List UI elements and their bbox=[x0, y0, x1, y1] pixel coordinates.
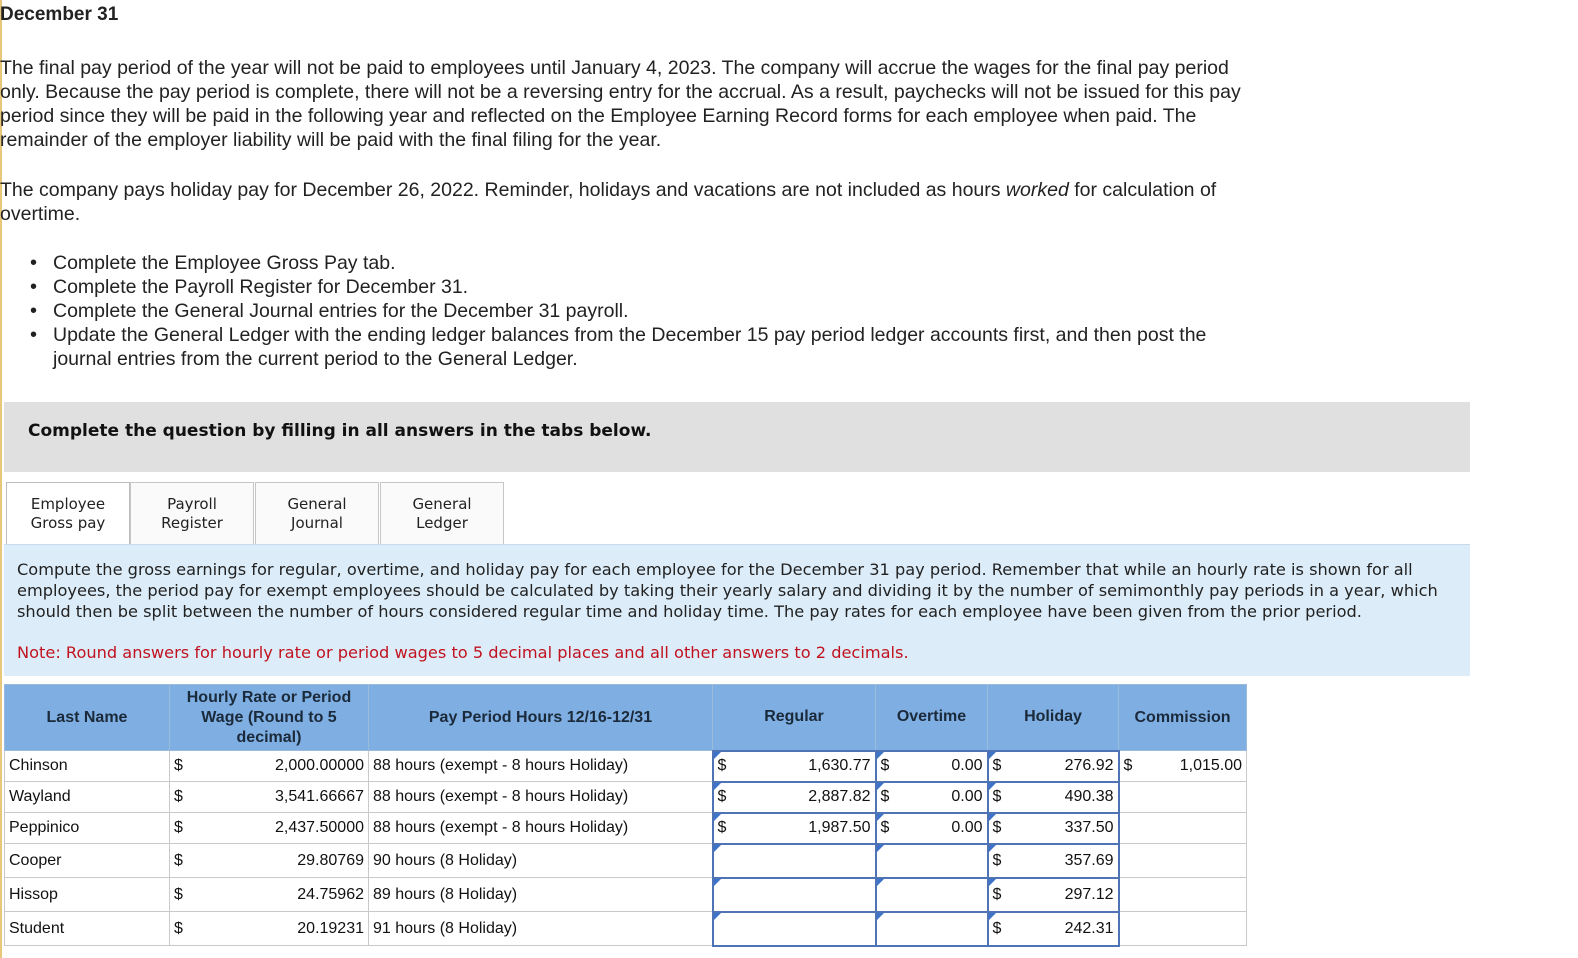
overtime-pay-input[interactable] bbox=[876, 912, 988, 946]
currency-symbol: $ bbox=[717, 819, 727, 836]
overtime-value: 0.00 bbox=[951, 757, 983, 774]
currency-symbol: $ bbox=[174, 788, 183, 805]
commission-cell bbox=[1119, 912, 1247, 946]
employee-last-name: Hissop bbox=[5, 878, 170, 912]
rate-value: 20.19231 bbox=[297, 919, 364, 937]
tab-label-line: Register bbox=[161, 514, 223, 532]
regular-pay-input[interactable] bbox=[713, 912, 876, 946]
employee-last-name: Student bbox=[5, 912, 170, 946]
header-hours: Pay Period Hours 12/16-12/31 bbox=[369, 685, 713, 751]
rate-value: 29.80769 bbox=[297, 851, 364, 869]
intro-paragraph-2 bbox=[0, 178, 1270, 226]
header-rate: Hourly Rate or Period Wage (Round to 5 decimal) bbox=[170, 685, 369, 751]
instruction-box bbox=[4, 402, 1470, 472]
task-item: • Complete the Employee Gross Pay tab. bbox=[28, 251, 1248, 275]
currency-symbol: $ bbox=[174, 851, 183, 869]
commission-cell bbox=[1119, 751, 1247, 782]
currency-symbol: $ bbox=[880, 757, 890, 774]
overtime-pay-input[interactable] bbox=[876, 813, 988, 844]
regular-value: 2,887.82 bbox=[808, 788, 871, 805]
tab-general-ledger[interactable] bbox=[380, 482, 504, 544]
currency-symbol: $ bbox=[992, 819, 1002, 836]
regular-pay-input[interactable] bbox=[713, 751, 876, 782]
tab-label-line: General bbox=[287, 495, 347, 513]
currency-symbol: $ bbox=[992, 757, 1002, 774]
currency-symbol: $ bbox=[992, 919, 1002, 937]
task-item: • Update the General Ledger with the ending ledger balances from the December 15 pay period ledger accounts first, and then post the journal entries from the current period to the General Ledger. bbox=[28, 323, 1248, 371]
tab-label-line: Employee bbox=[30, 495, 106, 513]
regular-pay-input[interactable] bbox=[713, 844, 876, 878]
rate-value: 3,541.66667 bbox=[275, 788, 364, 805]
commission-cell bbox=[1119, 844, 1247, 878]
tab-label-line: Journal bbox=[291, 514, 343, 532]
table-row bbox=[5, 912, 1247, 946]
overtime-pay-input[interactable] bbox=[876, 751, 988, 782]
rate-value: 2,437.50000 bbox=[275, 819, 364, 836]
holiday-pay-input[interactable] bbox=[988, 912, 1119, 946]
overtime-pay-input[interactable] bbox=[876, 782, 988, 813]
intro-paragraph-2-emphasis: worked bbox=[1005, 179, 1069, 201]
currency-symbol: $ bbox=[174, 819, 183, 836]
pay-period-hours: 88 hours (exempt - 8 hours Holiday) bbox=[369, 751, 713, 782]
currency-symbol: $ bbox=[992, 885, 1002, 903]
header-overtime: Overtime bbox=[876, 685, 988, 751]
section-heading: December 31 bbox=[0, 4, 119, 25]
header-last-name: Last Name bbox=[5, 685, 170, 751]
currency-symbol: $ bbox=[1123, 757, 1133, 774]
table-body bbox=[5, 751, 1247, 946]
holiday-value: 276.92 bbox=[1064, 757, 1114, 774]
tab-general-journal[interactable] bbox=[255, 482, 379, 544]
overtime-pay-input[interactable] bbox=[876, 844, 988, 878]
intro-paragraph-2-text: The company pays holiday pay for December 26, 2022. Reminder, holidays and vacations are not included as hours bbox=[0, 179, 1006, 201]
commission-cell bbox=[1119, 813, 1247, 844]
header-commission: Commission bbox=[1119, 685, 1247, 751]
overtime-value: 0.00 bbox=[951, 788, 983, 805]
currency-symbol: $ bbox=[174, 919, 183, 937]
currency-symbol: $ bbox=[717, 757, 727, 774]
task-list bbox=[28, 251, 1248, 371]
rate-cell bbox=[170, 878, 369, 912]
regular-pay-input[interactable] bbox=[713, 782, 876, 813]
regular-pay-input[interactable] bbox=[713, 878, 876, 912]
rate-value: 2,000.00000 bbox=[275, 757, 364, 774]
regular-pay-input[interactable] bbox=[713, 813, 876, 844]
holiday-pay-input[interactable] bbox=[988, 813, 1119, 844]
table-row bbox=[5, 751, 1247, 782]
tab-label-line: Ledger bbox=[416, 514, 468, 532]
regular-value: 1,630.77 bbox=[808, 757, 871, 774]
holiday-value: 242.31 bbox=[1064, 919, 1114, 937]
tab-label-line: Gross pay bbox=[30, 514, 106, 532]
overtime-pay-input[interactable] bbox=[876, 878, 988, 912]
table-row bbox=[5, 813, 1247, 844]
table-row bbox=[5, 844, 1247, 878]
pay-period-hours: 88 hours (exempt - 8 hours Holiday) bbox=[369, 813, 713, 844]
pay-period-hours: 90 hours (8 Holiday) bbox=[369, 844, 713, 878]
commission-cell bbox=[1119, 782, 1247, 813]
pay-period-hours: 88 hours (exempt - 8 hours Holiday) bbox=[369, 782, 713, 813]
header-holiday: Holiday bbox=[988, 685, 1119, 751]
tab-label-line: General bbox=[412, 495, 472, 513]
rate-cell bbox=[170, 813, 369, 844]
employee-last-name: Chinson bbox=[5, 751, 170, 782]
rate-cell bbox=[170, 844, 369, 878]
currency-symbol: $ bbox=[992, 851, 1002, 869]
commission-cell bbox=[1119, 878, 1247, 912]
holiday-pay-input[interactable] bbox=[988, 782, 1119, 813]
instruction-text: Complete the question by filling in all answers in the tabs below. bbox=[28, 421, 652, 441]
tab-instructions-panel bbox=[4, 544, 1470, 676]
holiday-value: 490.38 bbox=[1064, 788, 1114, 805]
commission-value: 1,015.00 bbox=[1179, 757, 1242, 774]
currency-symbol: $ bbox=[174, 757, 183, 774]
tab-employee-gross-pay[interactable] bbox=[6, 482, 130, 545]
panel-instructions: Compute the gross earnings for regular, overtime, and holiday pay for each employee for the December 31 pay period. Remember that while an hourly rate is shown for all employees, the period pay for exempt employees should be calculated by taking their yearly salary and dividing it by the number of semimonthly pay periods in a year, which should then be split between the number of hours considered regular time and holiday time. The pay rates for each employee have been given from the prior period. bbox=[17, 560, 1438, 621]
rounding-note: Note: Round answers for hourly rate or period wages to 5 decimal places and all other answers to 2 decimals. bbox=[17, 643, 909, 662]
holiday-pay-input[interactable] bbox=[988, 878, 1119, 912]
currency-symbol: $ bbox=[992, 788, 1002, 805]
task-item: • Complete the Payroll Register for December 31. bbox=[28, 275, 1248, 299]
holiday-value: 357.69 bbox=[1064, 851, 1114, 869]
holiday-pay-input[interactable] bbox=[988, 844, 1119, 878]
task-item: • Complete the General Journal entries for the December 31 payroll. bbox=[28, 299, 1248, 323]
currency-symbol: $ bbox=[717, 788, 727, 805]
intro-paragraph-1: The final pay period of the year will not be paid to employees until January 4, 2023. The company will accrue the wages for the final pay period only. Because the pay period is complete, there will not be a reversing entry for the accrual. As a result, paychecks will not be issued for this pay period since they will be paid in the following year and reflected on the Employee Earning Record forms for each employee when paid. The remainder of the employer liability will be paid with the final filing for the year. bbox=[0, 57, 1241, 151]
holiday-value: 297.12 bbox=[1064, 885, 1114, 903]
holiday-value: 337.50 bbox=[1064, 819, 1114, 836]
tab-label-line: Payroll bbox=[167, 495, 217, 513]
rate-value: 24.75962 bbox=[297, 885, 364, 903]
header-regular: Regular bbox=[713, 685, 876, 751]
currency-symbol: $ bbox=[880, 819, 890, 836]
currency-symbol: $ bbox=[174, 885, 183, 903]
pay-period-hours: 91 hours (8 Holiday) bbox=[369, 912, 713, 946]
employee-last-name: Cooper bbox=[5, 844, 170, 878]
employee-last-name: Wayland bbox=[5, 782, 170, 813]
currency-symbol: $ bbox=[880, 788, 890, 805]
rate-cell bbox=[170, 912, 369, 946]
rate-cell bbox=[170, 782, 369, 813]
table-header-row bbox=[5, 685, 1247, 751]
regular-value: 1,987.50 bbox=[808, 819, 871, 836]
intro-paragraph-2-tail: for calculation of overtime. bbox=[0, 179, 1217, 225]
employee-last-name: Peppinico bbox=[5, 813, 170, 844]
overtime-value: 0.00 bbox=[951, 819, 983, 836]
holiday-pay-input[interactable] bbox=[988, 751, 1119, 782]
rate-cell bbox=[170, 751, 369, 782]
table-row bbox=[5, 782, 1247, 813]
tab-payroll-register[interactable] bbox=[130, 482, 254, 544]
table-row bbox=[5, 878, 1247, 912]
gross-pay-table bbox=[4, 684, 1247, 947]
pay-period-hours: 89 hours (8 Holiday) bbox=[369, 878, 713, 912]
